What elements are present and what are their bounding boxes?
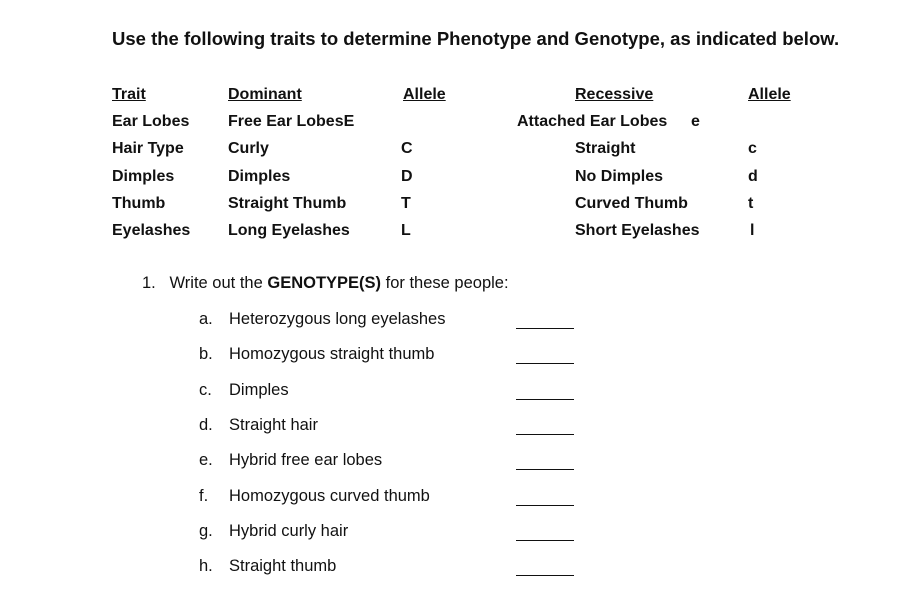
- row-dominant-allele: T: [401, 195, 411, 212]
- row-trait: Thumb: [112, 195, 166, 212]
- row-recessive: Curved Thumb: [575, 195, 688, 212]
- header-recessive: Recessive: [575, 86, 654, 103]
- item-text: Straight hair: [229, 416, 318, 434]
- list-item: [199, 451, 382, 470]
- row-dominant-allele: D: [401, 168, 413, 185]
- question-emphasis: GENOTYPE(S): [267, 274, 382, 292]
- question-number: 1.: [142, 274, 156, 292]
- answer-blank[interactable]: [516, 469, 574, 470]
- row-trait: Eyelashes: [112, 222, 191, 239]
- header-dominant-allele: Allele: [403, 86, 446, 103]
- item-letter: c.: [199, 381, 212, 399]
- row-trait: Dimples: [112, 168, 175, 185]
- item-text: Straight thumb: [229, 557, 337, 575]
- item-text: Hybrid curly hair: [229, 522, 349, 540]
- answer-blank[interactable]: [516, 540, 574, 541]
- header-trait: Trait: [112, 86, 146, 103]
- answer-blank[interactable]: [516, 505, 574, 506]
- row-recessive: Short Eyelashes: [575, 222, 700, 239]
- instructions-heading: Use the following traits to determine Phenotype and Genotype, as indicated below.: [112, 28, 840, 49]
- row-recessive: Straight: [575, 140, 636, 157]
- item-letter: b.: [199, 345, 213, 363]
- item-letter: a.: [199, 310, 213, 328]
- list-item: [199, 345, 434, 364]
- answer-blank[interactable]: [516, 399, 574, 400]
- question-1: [142, 274, 509, 293]
- row-recessive-allele: c: [748, 140, 757, 157]
- item-letter: e.: [199, 451, 213, 469]
- answer-blank[interactable]: [516, 328, 574, 329]
- row-recessive-allele: d: [748, 168, 758, 185]
- item-letter: d.: [199, 416, 213, 434]
- row-dominant-allele: L: [401, 222, 411, 239]
- row-recessive: Attached Ear Lobes: [517, 113, 668, 130]
- row-dominant: Curly: [228, 140, 269, 157]
- row-recessive-allele: t: [748, 195, 754, 212]
- row-recessive-allele: l: [750, 222, 755, 239]
- item-text: Dimples: [229, 381, 289, 399]
- item-text: Homozygous straight thumb: [229, 345, 435, 363]
- question-prefix: Write out the: [169, 274, 268, 292]
- list-item: [199, 381, 289, 400]
- row-trait: Ear Lobes: [112, 113, 190, 130]
- list-item: [199, 416, 318, 435]
- row-trait: Hair Type: [112, 140, 184, 157]
- item-text: Hybrid free ear lobes: [229, 451, 383, 469]
- row-dominant: Straight Thumb: [228, 195, 347, 212]
- row-dominant-allele: C: [401, 140, 413, 157]
- row-recessive: No Dimples: [575, 168, 664, 185]
- answer-blank[interactable]: [516, 434, 574, 435]
- row-recessive-allele: e: [691, 113, 700, 130]
- answer-blank[interactable]: [516, 363, 574, 364]
- row-dominant: Free Ear LobesE: [228, 113, 355, 130]
- list-item: [199, 557, 336, 576]
- list-item: [199, 487, 430, 506]
- question-suffix: for these people:: [381, 274, 509, 292]
- item-text: Homozygous curved thumb: [229, 487, 430, 505]
- answer-blank[interactable]: [516, 575, 574, 576]
- header-recessive-allele: Allele: [748, 86, 791, 103]
- list-item: [199, 310, 445, 329]
- item-letter: g.: [199, 522, 213, 540]
- row-dominant: Dimples: [228, 168, 291, 185]
- row-dominant: Long Eyelashes: [228, 222, 350, 239]
- item-letter: f.: [199, 487, 209, 505]
- header-dominant: Dominant: [228, 86, 302, 103]
- item-letter: h.: [199, 557, 213, 575]
- item-text: Heterozygous long eyelashes: [229, 310, 446, 328]
- list-item: [199, 522, 348, 541]
